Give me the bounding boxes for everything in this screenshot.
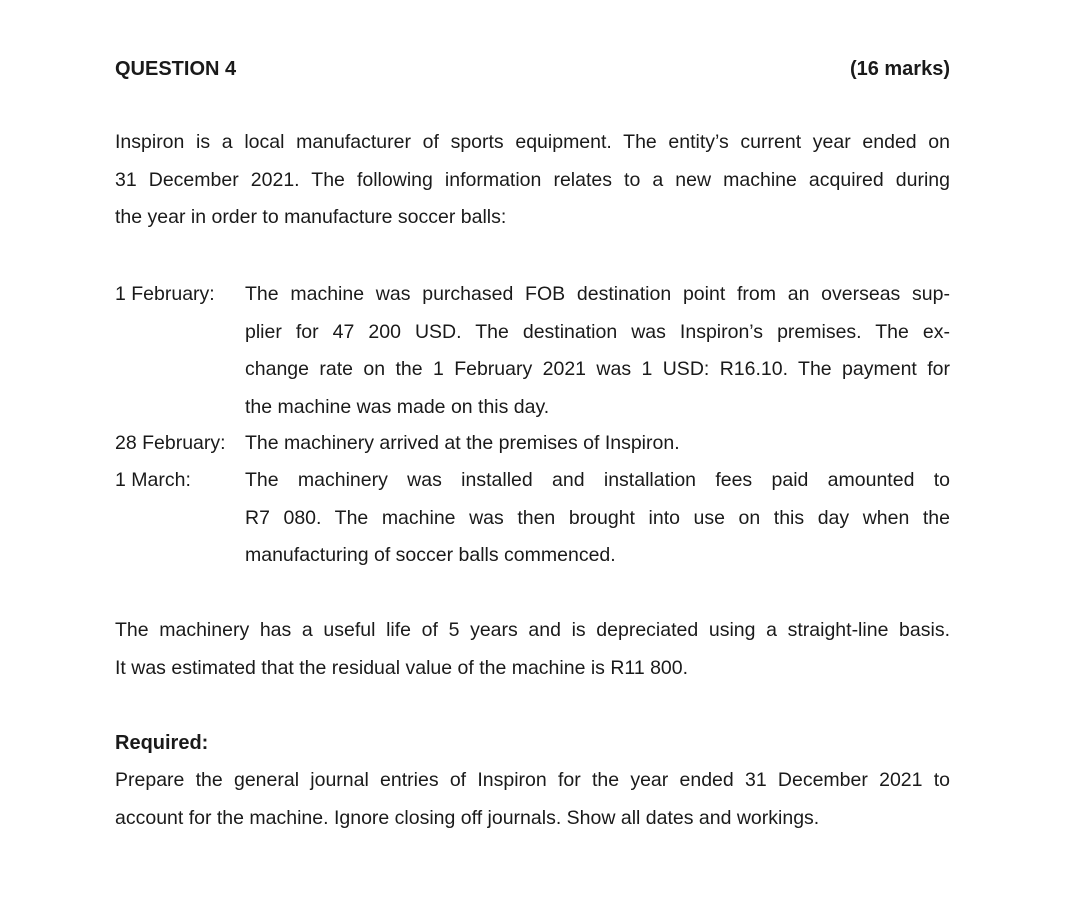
entry-line: plier for 47 200 USD. The destination was Inspiron’s premises. The ex- [245,320,950,343]
depreciation-paragraph [115,612,950,687]
timeline-entry-1-march [115,462,950,575]
required-line: Prepare the general journal entries of Inspiron for the year ended 31 December 2021 to [115,769,950,791]
entry-text [245,276,950,426]
required-line: account for the machine. Ignore closing off journals. Show all dates and workings. [115,806,820,829]
entry-text [245,425,950,463]
question-document [115,0,950,900]
required-paragraph [115,762,950,837]
question-marks: (16 marks) [849,58,950,80]
required-heading: Required: [115,732,209,754]
intro-line: the year in order to manufacture soccer balls: [115,206,507,228]
entry-line: change rate on the 1 February 2021 was 1 USD: R16.10. The payment for [245,358,950,380]
entry-line: the machine was made on this day. [245,395,550,418]
entry-date: 1 February: [115,283,215,305]
entry-text [245,462,950,575]
intro-line: 31 December 2021. The following information relates to a new machine acquired during [115,168,950,191]
entry-date: 28 February: [115,432,226,454]
timeline-entry-28-february [115,425,950,463]
entry-line: R7 080. The machine was then brought into use on this day when the [245,506,950,529]
question-header [115,55,950,83]
entry-line: manufacturing of soccer balls commenced. [245,544,616,566]
entry-date: 1 March: [115,469,191,491]
question-title: QUESTION 4 [115,58,237,80]
intro-paragraph [115,124,950,237]
depreciation-line: It was estimated that the residual value of the machine is R11 800. [115,656,689,679]
entry-line: The machinery was installed and installation fees paid amounted to [245,469,950,491]
depreciation-line: The machinery has a useful life of 5 years and is depreciated using a straight-line basis. [115,619,950,641]
intro-line: Inspiron is a local manufacturer of sports equipment. The entity’s current year ended on [115,131,950,153]
timeline-entry-1-february [115,276,950,426]
entry-line: The machine was purchased FOB destination point from an overseas sup- [245,283,950,305]
entry-line: The machinery arrived at the premises of Inspiron. [245,432,680,454]
